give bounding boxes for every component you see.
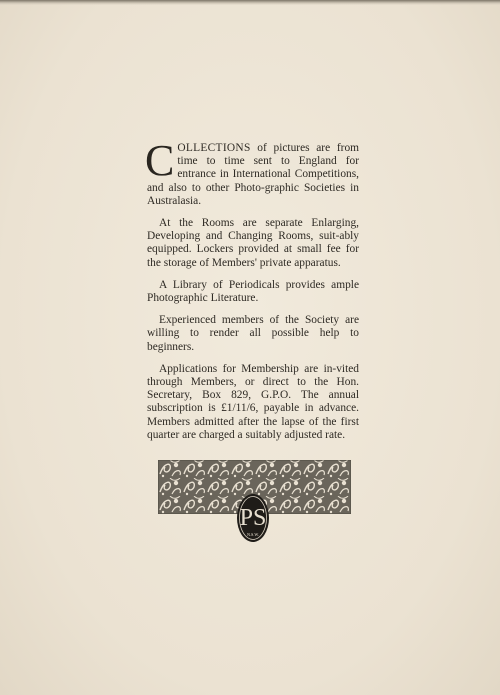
- emblem-monogram: PS: [239, 505, 267, 531]
- paragraph-library: A Library of Periodicals provides ample Photographic Literature.: [147, 278, 359, 305]
- society-emblem: [236, 492, 270, 544]
- body-text: [145, 136, 359, 451]
- paragraph-lead-word: OLLECTIONS: [177, 142, 251, 154]
- paragraph-rooms: At the Rooms are separate Enlarging, Developing and Changing Rooms, suit-ably equipped. Lockers provided at small fee for the storage of Members' private apparatus.: [147, 217, 359, 269]
- page-top-edge: [0, 0, 500, 5]
- paragraph-help: Experienced members of the Society are willing to render all possible help to beginners.: [147, 314, 359, 353]
- paragraph-collections: [145, 136, 359, 208]
- paragraph-text: of pictures are from time to time sent to England for entrance in International Competitions, and also to other Photo-graphic Societies in Australasia.: [147, 142, 359, 207]
- paragraph-membership: Applications for Membership are in-vited through Members, or direct to the Hon. Secretary, Box 829, G.P.O. The annual subscription is £1/11/6, payable in advance. Members admitted after the lapse of the first quarter are charged a suitably adjusted rate.: [147, 362, 359, 441]
- drop-cap: C: [145, 136, 175, 185]
- emblem-caption: N.S.W.: [246, 532, 260, 537]
